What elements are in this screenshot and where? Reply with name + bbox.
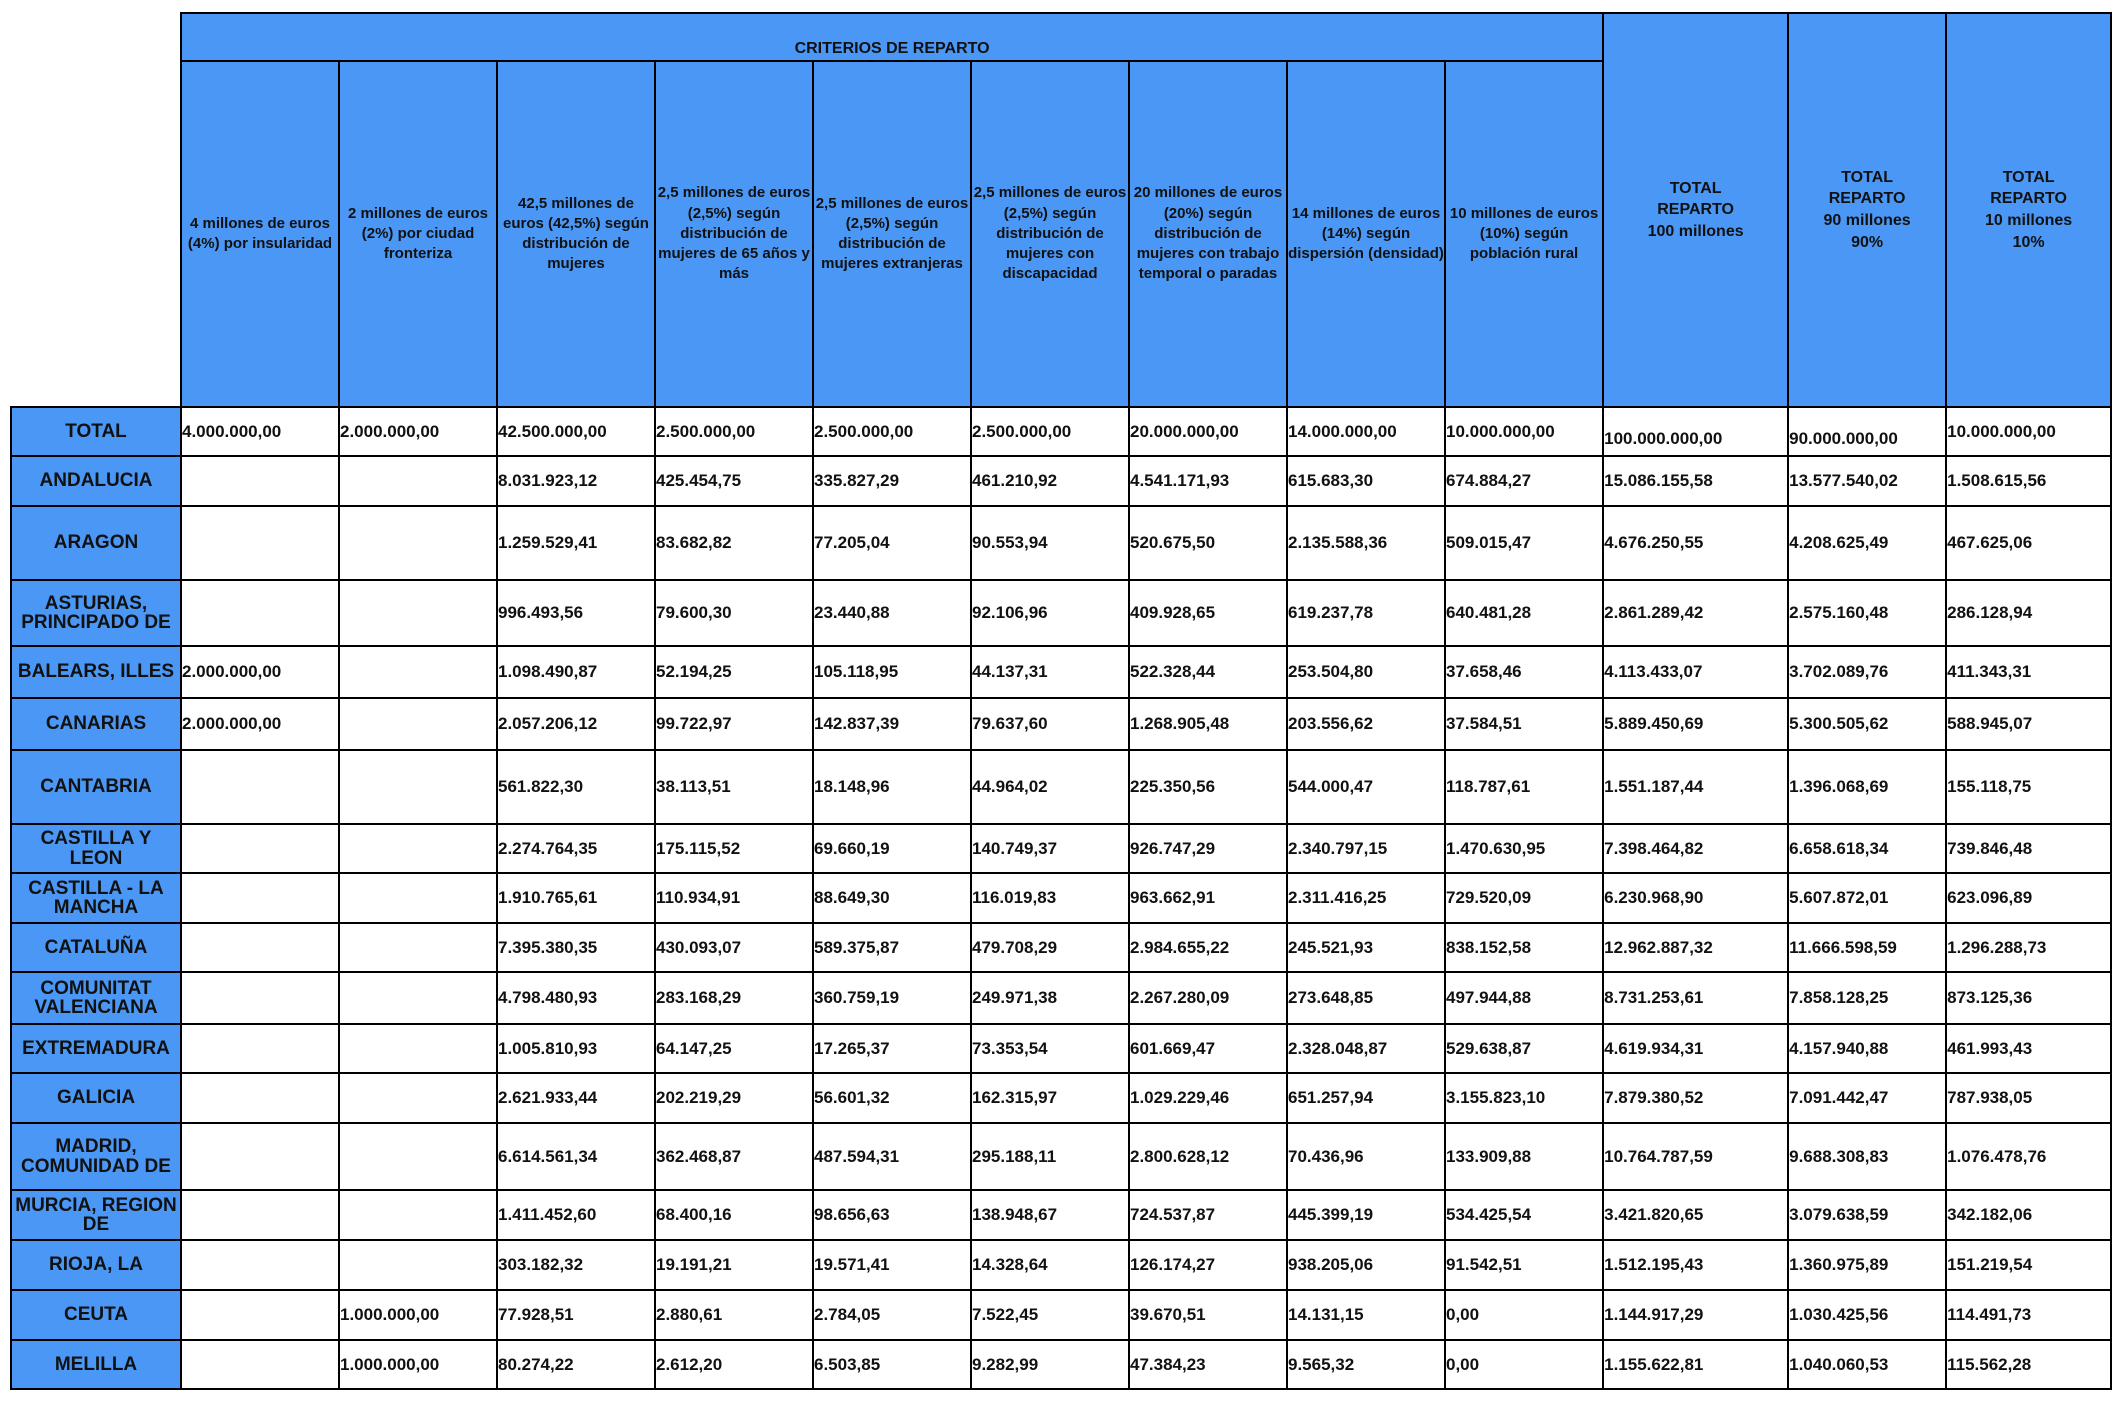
value-cell: 4.798.480,93	[497, 972, 655, 1024]
value-cell: 938.205,06	[1287, 1240, 1445, 1290]
region-label: MELILLA	[11, 1340, 181, 1389]
value-cell: 2.612,20	[655, 1340, 813, 1389]
value-cell: 1.910.765,61	[497, 873, 655, 923]
value-cell: 77.928,51	[497, 1290, 655, 1340]
value-cell: 3.421.820,65	[1603, 1190, 1788, 1240]
value-cell: 4.157.940,88	[1788, 1024, 1946, 1073]
value-cell	[339, 923, 497, 972]
header-mujeres-discapacidad: 2,5 millones de euros (2,5%) según distribución de mujeres con discapacidad	[971, 61, 1129, 407]
region-label: TOTAL	[11, 407, 181, 456]
table-row	[11, 1240, 2111, 1290]
region-label: BALEARS, ILLES	[11, 646, 181, 698]
value-cell: 9.688.308,83	[1788, 1123, 1946, 1190]
value-cell: 615.683,30	[1287, 456, 1445, 506]
region-label: EXTREMADURA	[11, 1024, 181, 1073]
value-cell	[181, 824, 339, 873]
value-cell: 651.257,94	[1287, 1073, 1445, 1123]
header-dispersion: 14 millones de euros (14%) según dispersión (densidad)	[1287, 61, 1445, 407]
value-cell: 64.147,25	[655, 1024, 813, 1073]
region-label: CANARIAS	[11, 698, 181, 750]
value-cell: 1.005.810,93	[497, 1024, 655, 1073]
value-cell: 1.512.195,43	[1603, 1240, 1788, 1290]
value-cell: 787.938,05	[1946, 1073, 2111, 1123]
value-cell: 14.131,15	[1287, 1290, 1445, 1340]
value-cell: 245.521,93	[1287, 923, 1445, 972]
header-mujeres-extranjeras: 2,5 millones de euros (2,5%) según distribución de mujeres extranjeras	[813, 61, 971, 407]
value-cell: 2.575.160,48	[1788, 580, 1946, 646]
value-cell	[339, 1024, 497, 1073]
value-cell: 724.537,87	[1129, 1190, 1287, 1240]
region-label: COMUNITAT VALENCIANA	[11, 972, 181, 1024]
value-cell: 1.268.905,48	[1129, 698, 1287, 750]
table-row	[11, 1073, 2111, 1123]
value-cell	[339, 506, 497, 580]
value-cell	[181, 580, 339, 646]
value-cell: 140.749,37	[971, 824, 1129, 873]
header-corner	[11, 13, 181, 407]
value-cell: 133.909,88	[1445, 1123, 1603, 1190]
value-cell: 335.827,29	[813, 456, 971, 506]
header-total-100: TOTAL REPARTO 100 millones	[1603, 13, 1788, 407]
value-cell: 623.096,89	[1946, 873, 2111, 923]
value-cell	[181, 1073, 339, 1123]
value-cell: 4.676.250,55	[1603, 506, 1788, 580]
value-cell: 360.759,19	[813, 972, 971, 1024]
value-cell: 411.343,31	[1946, 646, 2111, 698]
value-cell	[181, 506, 339, 580]
region-label: ARAGON	[11, 506, 181, 580]
region-label: GALICIA	[11, 1073, 181, 1123]
value-cell: 2.328.048,87	[1287, 1024, 1445, 1073]
value-cell: 1.411.452,60	[497, 1190, 655, 1240]
header-poblacion-rural: 10 millones de euros (10%) según población rural	[1445, 61, 1603, 407]
value-cell: 522.328,44	[1129, 646, 1287, 698]
header-total-90: TOTAL REPARTO 90 millones 90%	[1788, 13, 1946, 407]
value-cell: 2.984.655,22	[1129, 923, 1287, 972]
region-label: ASTURIAS, PRINCIPADO DE	[11, 580, 181, 646]
criteria-group-header: CRITERIOS DE REPARTO	[181, 13, 1603, 61]
value-cell: 73.353,54	[971, 1024, 1129, 1073]
value-cell: 47.384,23	[1129, 1340, 1287, 1389]
value-cell: 963.662,91	[1129, 873, 1287, 923]
value-cell: 1.144.917,29	[1603, 1290, 1788, 1340]
value-cell	[339, 456, 497, 506]
header-ciudad-fronteriza: 2 millones de euros (2%) por ciudad fronteriza	[339, 61, 497, 407]
value-cell: 37.658,46	[1445, 646, 1603, 698]
value-cell: 362.468,87	[655, 1123, 813, 1190]
value-cell: 873.125,36	[1946, 972, 2111, 1024]
value-cell: 2.274.764,35	[497, 824, 655, 873]
value-cell: 7.395.380,35	[497, 923, 655, 972]
value-cell: 1.396.068,69	[1788, 750, 1946, 824]
value-cell: 2.880,61	[655, 1290, 813, 1340]
table-row	[11, 646, 2111, 698]
value-cell: 7.398.464,82	[1603, 824, 1788, 873]
value-cell: 2.135.588,36	[1287, 506, 1445, 580]
value-cell	[181, 456, 339, 506]
value-cell: 601.669,47	[1129, 1024, 1287, 1073]
value-cell: 619.237,78	[1287, 580, 1445, 646]
table-row	[11, 1340, 2111, 1389]
value-cell: 253.504,80	[1287, 646, 1445, 698]
value-cell: 2.784,05	[813, 1290, 971, 1340]
value-cell: 90.553,94	[971, 506, 1129, 580]
value-cell	[339, 750, 497, 824]
table-row	[11, 1190, 2111, 1240]
value-cell: 1.155.622,81	[1603, 1340, 1788, 1389]
value-cell: 52.194,25	[655, 646, 813, 698]
value-cell: 520.675,50	[1129, 506, 1287, 580]
value-cell	[339, 1240, 497, 1290]
value-cell: 2.621.933,44	[497, 1073, 655, 1123]
value-cell: 1.000.000,00	[339, 1340, 497, 1389]
value-cell: 430.093,07	[655, 923, 813, 972]
value-cell: 100.000.000,00	[1603, 407, 1788, 456]
value-cell: 10.764.787,59	[1603, 1123, 1788, 1190]
value-cell: 20.000.000,00	[1129, 407, 1287, 456]
region-label: RIOJA, LA	[11, 1240, 181, 1290]
value-cell: 5.300.505,62	[1788, 698, 1946, 750]
value-cell: 203.556,62	[1287, 698, 1445, 750]
value-cell	[181, 1240, 339, 1290]
value-cell: 3.702.089,76	[1788, 646, 1946, 698]
value-cell: 640.481,28	[1445, 580, 1603, 646]
value-cell: 1.551.187,44	[1603, 750, 1788, 824]
value-cell: 2.340.797,15	[1287, 824, 1445, 873]
value-cell: 162.315,97	[971, 1073, 1129, 1123]
value-cell: 1.030.425,56	[1788, 1290, 1946, 1340]
value-cell: 115.562,28	[1946, 1340, 2111, 1389]
value-cell: 19.191,21	[655, 1240, 813, 1290]
value-cell: 2.311.416,25	[1287, 873, 1445, 923]
value-cell: 175.115,52	[655, 824, 813, 873]
value-cell: 114.491,73	[1946, 1290, 2111, 1340]
value-cell	[339, 580, 497, 646]
value-cell: 1.029.229,46	[1129, 1073, 1287, 1123]
value-cell: 151.219,54	[1946, 1240, 2111, 1290]
value-cell: 1.470.630,95	[1445, 824, 1603, 873]
value-cell: 4.000.000,00	[181, 407, 339, 456]
value-cell: 2.800.628,12	[1129, 1123, 1287, 1190]
value-cell: 10.000.000,00	[1445, 407, 1603, 456]
value-cell: 44.137,31	[971, 646, 1129, 698]
table-row	[11, 1290, 2111, 1340]
value-cell: 303.182,32	[497, 1240, 655, 1290]
value-cell: 461.993,43	[1946, 1024, 2111, 1073]
value-cell: 561.822,30	[497, 750, 655, 824]
value-cell	[339, 1190, 497, 1240]
value-cell: 461.210,92	[971, 456, 1129, 506]
value-cell	[339, 1123, 497, 1190]
value-cell: 2.267.280,09	[1129, 972, 1287, 1024]
value-cell: 70.436,96	[1287, 1123, 1445, 1190]
value-cell	[181, 873, 339, 923]
region-label: MURCIA, REGION DE	[11, 1190, 181, 1240]
value-cell: 90.000.000,00	[1788, 407, 1946, 456]
value-cell: 2.057.206,12	[497, 698, 655, 750]
value-cell	[181, 1024, 339, 1073]
value-cell: 10.000.000,00	[1946, 407, 2111, 456]
value-cell: 6.614.561,34	[497, 1123, 655, 1190]
value-cell: 9.282,99	[971, 1340, 1129, 1389]
value-cell: 99.722,97	[655, 698, 813, 750]
value-cell: 126.174,27	[1129, 1240, 1287, 1290]
table-row	[11, 972, 2111, 1024]
value-cell: 88.649,30	[813, 873, 971, 923]
value-cell: 4.619.934,31	[1603, 1024, 1788, 1073]
value-cell	[181, 972, 339, 1024]
value-cell: 69.660,19	[813, 824, 971, 873]
table-row	[11, 456, 2111, 506]
value-cell: 98.656,63	[813, 1190, 971, 1240]
value-cell: 283.168,29	[655, 972, 813, 1024]
funding-distribution-table	[10, 12, 2112, 1390]
value-cell: 7.858.128,25	[1788, 972, 1946, 1024]
value-cell: 534.425,54	[1445, 1190, 1603, 1240]
value-cell	[181, 1340, 339, 1389]
value-cell: 674.884,27	[1445, 456, 1603, 506]
value-cell: 342.182,06	[1946, 1190, 2111, 1240]
value-cell: 91.542,51	[1445, 1240, 1603, 1290]
value-cell: 202.219,29	[655, 1073, 813, 1123]
value-cell: 9.565,32	[1287, 1340, 1445, 1389]
value-cell: 92.106,96	[971, 580, 1129, 646]
value-cell: 8.031.923,12	[497, 456, 655, 506]
value-cell: 1.076.478,76	[1946, 1123, 2111, 1190]
value-cell: 509.015,47	[1445, 506, 1603, 580]
value-cell: 5.889.450,69	[1603, 698, 1788, 750]
value-cell: 80.274,22	[497, 1340, 655, 1389]
region-label: CATALUÑA	[11, 923, 181, 972]
value-cell: 19.571,41	[813, 1240, 971, 1290]
value-cell: 5.607.872,01	[1788, 873, 1946, 923]
value-cell: 479.708,29	[971, 923, 1129, 972]
value-cell: 44.964,02	[971, 750, 1129, 824]
value-cell: 2.000.000,00	[181, 698, 339, 750]
header-total-10: TOTAL REPARTO 10 millones 10%	[1946, 13, 2111, 407]
value-cell	[181, 1123, 339, 1190]
value-cell: 17.265,37	[813, 1024, 971, 1073]
value-cell: 4.113.433,07	[1603, 646, 1788, 698]
region-label: CANTABRIA	[11, 750, 181, 824]
value-cell: 39.670,51	[1129, 1290, 1287, 1340]
value-cell: 116.019,83	[971, 873, 1129, 923]
value-cell: 3.079.638,59	[1788, 1190, 1946, 1240]
value-cell	[181, 750, 339, 824]
value-cell: 0,00	[1445, 1340, 1603, 1389]
value-cell: 7.091.442,47	[1788, 1073, 1946, 1123]
value-cell: 14.000.000,00	[1287, 407, 1445, 456]
value-cell: 138.948,67	[971, 1190, 1129, 1240]
value-cell: 110.934,91	[655, 873, 813, 923]
value-cell: 1.360.975,89	[1788, 1240, 1946, 1290]
value-cell	[181, 923, 339, 972]
value-cell: 12.962.887,32	[1603, 923, 1788, 972]
value-cell: 729.520,09	[1445, 873, 1603, 923]
value-cell: 83.682,82	[655, 506, 813, 580]
value-cell: 1.000.000,00	[339, 1290, 497, 1340]
value-cell: 7.522,45	[971, 1290, 1129, 1340]
table-row	[11, 1123, 2111, 1190]
value-cell: 8.731.253,61	[1603, 972, 1788, 1024]
table-row	[11, 750, 2111, 824]
value-cell: 996.493,56	[497, 580, 655, 646]
value-cell: 11.666.598,59	[1788, 923, 1946, 972]
value-cell: 142.837,39	[813, 698, 971, 750]
value-cell: 273.648,85	[1287, 972, 1445, 1024]
value-cell: 739.846,48	[1946, 824, 2111, 873]
value-cell: 295.188,11	[971, 1123, 1129, 1190]
value-cell: 13.577.540,02	[1788, 456, 1946, 506]
value-cell: 79.600,30	[655, 580, 813, 646]
header-mujeres-65: 2,5 millones de euros (2,5%) según distribución de mujeres de 65 años y más	[655, 61, 813, 407]
header-trabajo-temporal: 20 millones de euros (20%) según distribución de mujeres con trabajo temporal o paradas	[1129, 61, 1287, 407]
table-body	[11, 407, 2111, 1389]
value-cell: 1.508.615,56	[1946, 456, 2111, 506]
value-cell	[181, 1290, 339, 1340]
table-row	[11, 580, 2111, 646]
value-cell: 409.928,65	[1129, 580, 1287, 646]
value-cell: 445.399,19	[1287, 1190, 1445, 1240]
value-cell	[339, 972, 497, 1024]
header-insularidad: 4 millones de euros (4%) por insularidad	[181, 61, 339, 407]
value-cell: 425.454,75	[655, 456, 813, 506]
value-cell: 14.328,64	[971, 1240, 1129, 1290]
region-label: CASTILLA Y LEON	[11, 824, 181, 873]
table-row	[11, 407, 2111, 456]
value-cell: 2.500.000,00	[813, 407, 971, 456]
value-cell: 23.440,88	[813, 580, 971, 646]
value-cell: 4.208.625,49	[1788, 506, 1946, 580]
value-cell: 155.118,75	[1946, 750, 2111, 824]
value-cell	[339, 824, 497, 873]
value-cell: 1.098.490,87	[497, 646, 655, 698]
header-mujeres: 42,5 millones de euros (42,5%) según distribución de mujeres	[497, 61, 655, 407]
value-cell: 497.944,88	[1445, 972, 1603, 1024]
value-cell: 249.971,38	[971, 972, 1129, 1024]
value-cell: 15.086.155,58	[1603, 456, 1788, 506]
region-label: ANDALUCIA	[11, 456, 181, 506]
value-cell: 7.879.380,52	[1603, 1073, 1788, 1123]
value-cell: 6.503,85	[813, 1340, 971, 1389]
value-cell: 56.601,32	[813, 1073, 971, 1123]
value-cell: 38.113,51	[655, 750, 813, 824]
value-cell: 2.000.000,00	[181, 646, 339, 698]
value-cell: 487.594,31	[813, 1123, 971, 1190]
value-cell: 6.230.968,90	[1603, 873, 1788, 923]
value-cell: 2.861.289,42	[1603, 580, 1788, 646]
value-cell: 105.118,95	[813, 646, 971, 698]
value-cell	[339, 698, 497, 750]
value-cell: 2.000.000,00	[339, 407, 497, 456]
value-cell	[181, 1190, 339, 1240]
value-cell	[339, 873, 497, 923]
value-cell: 838.152,58	[1445, 923, 1603, 972]
value-cell: 225.350,56	[1129, 750, 1287, 824]
value-cell: 2.500.000,00	[655, 407, 813, 456]
value-cell: 79.637,60	[971, 698, 1129, 750]
region-label: CEUTA	[11, 1290, 181, 1340]
region-label: MADRID, COMUNIDAD DE	[11, 1123, 181, 1190]
value-cell: 588.945,07	[1946, 698, 2111, 750]
table-row	[11, 506, 2111, 580]
value-cell: 1.259.529,41	[497, 506, 655, 580]
value-cell: 42.500.000,00	[497, 407, 655, 456]
value-cell: 286.128,94	[1946, 580, 2111, 646]
value-cell	[339, 1073, 497, 1123]
value-cell: 18.148,96	[813, 750, 971, 824]
region-label: CASTILLA - LA MANCHA	[11, 873, 181, 923]
value-cell: 3.155.823,10	[1445, 1073, 1603, 1123]
value-cell: 118.787,61	[1445, 750, 1603, 824]
value-cell: 37.584,51	[1445, 698, 1603, 750]
value-cell	[339, 646, 497, 698]
table-row	[11, 1024, 2111, 1073]
value-cell: 926.747,29	[1129, 824, 1287, 873]
value-cell: 1.040.060,53	[1788, 1340, 1946, 1389]
value-cell: 0,00	[1445, 1290, 1603, 1340]
table-row	[11, 698, 2111, 750]
value-cell: 589.375,87	[813, 923, 971, 972]
value-cell: 2.500.000,00	[971, 407, 1129, 456]
value-cell: 4.541.171,93	[1129, 456, 1287, 506]
value-cell: 1.296.288,73	[1946, 923, 2111, 972]
value-cell: 6.658.618,34	[1788, 824, 1946, 873]
value-cell: 77.205,04	[813, 506, 971, 580]
value-cell: 544.000,47	[1287, 750, 1445, 824]
table-row	[11, 873, 2111, 923]
table-row	[11, 824, 2111, 873]
value-cell: 68.400,16	[655, 1190, 813, 1240]
value-cell: 467.625,06	[1946, 506, 2111, 580]
value-cell: 529.638,87	[1445, 1024, 1603, 1073]
table-row	[11, 923, 2111, 972]
